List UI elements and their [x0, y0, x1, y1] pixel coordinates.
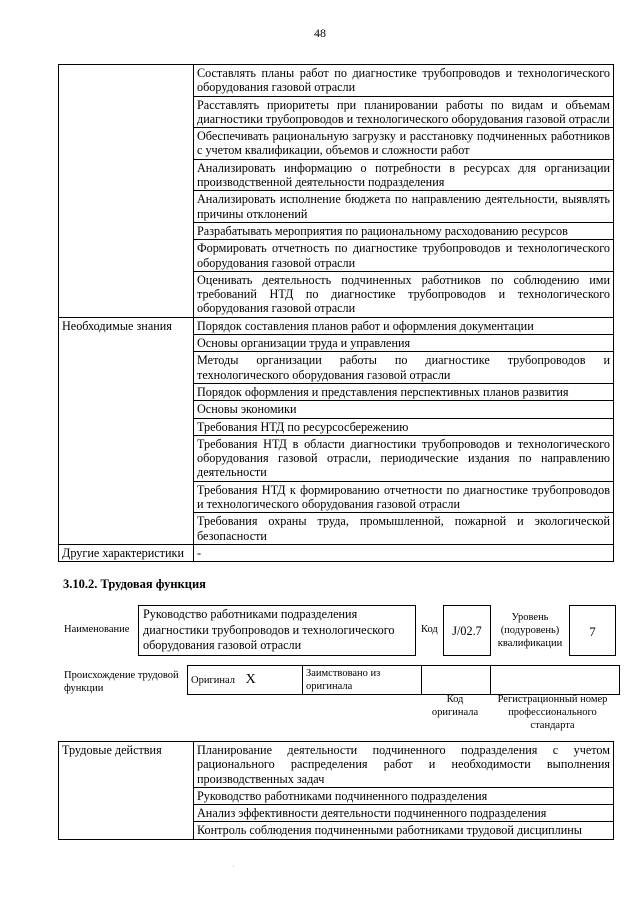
code-value: J/02.7: [443, 605, 491, 656]
row-item: Требования НТД в области диагностики трубопроводов и технологического оборудования газовой отрасли, периодические издания по направлению деятельности: [194, 435, 614, 481]
name-label: Наименование: [64, 624, 130, 635]
level-value: 7: [569, 605, 616, 656]
function-name-value: Руководство работниками подразделения диагностики трубопроводов и технологического оборудования газовой отрасли: [138, 605, 416, 656]
origin-label: Происхождение трудовой функции: [64, 670, 179, 694]
row-item: Методы организации работы по диагностике трубопроводов и технологического оборудования газовой отрасли: [194, 352, 614, 384]
table-row: [59, 544, 614, 561]
row-label: Трудовые действия: [59, 742, 194, 840]
row-label: Необходимые знания: [59, 317, 194, 544]
row-item: Основы организации труда и управления: [194, 335, 614, 352]
code-label: Код: [421, 624, 438, 635]
reg-number-cell: [491, 666, 620, 695]
row-item: Руководство работниками подчиненного подразделения: [194, 787, 614, 804]
table-row: [59, 317, 614, 334]
row-label: [59, 65, 194, 318]
row-item: Контроль соблюдения подчиненными работниками трудовой дисциплины: [194, 822, 614, 839]
row-item: Анализировать информацию о потребности в ресурсах для организации производственной деятельности подразделения: [194, 159, 614, 191]
row-item: Порядок оформления и представления перспективных планов развития: [194, 383, 614, 400]
row-label: Другие характеристики: [59, 544, 194, 561]
row-item: Расставлять приоритеты при планировании работы по видам и объемам диагностики трубопроводов и технологического оборудования газовой отрасли: [194, 96, 614, 128]
borrowed-cell: [303, 666, 422, 695]
reg-number-label: Регистрационный номер профессионального стандарта: [497, 694, 608, 731]
row-item: -: [194, 544, 614, 561]
borrowed-label: Заимствовано из оригинала: [306, 668, 381, 692]
table-row: [59, 65, 614, 97]
original-mark: X: [245, 672, 256, 687]
origin-code-label: Код оригинала: [431, 694, 479, 718]
level-label: Уровень (подуровень) квалификации: [497, 612, 563, 649]
page-number: 48: [314, 26, 326, 40]
row-item: Разрабатывать мероприятия по рациональному расходованию ресурсов: [194, 222, 614, 239]
row-item: Обеспечивать рациональную загрузку и расстановку подчиненных работников с учетом квалификации, объемов и сложности работ: [194, 128, 614, 160]
skills-knowledge-table: [58, 64, 614, 562]
section-heading: 3.10.2. Трудовая функция: [63, 577, 206, 591]
row-item: Планирование деятельности подчиненного подразделения с учетом рационального распределения работ и необходимости выполнения производственных задач: [194, 742, 614, 788]
row-item: Анализировать исполнение бюджета по направлению деятельности, выявлять причины отклонений: [194, 191, 614, 223]
scan-mark: ·: [232, 862, 235, 871]
row-item: Требования НТД к формированию отчетности по диагностике трубопроводов и технологического оборудования газовой отрасли: [194, 481, 614, 513]
table-row: [59, 742, 614, 788]
row-item: Оценивать деятельность подчиненных работников по соблюдению ими требований НТД по диагностике трубопроводов и технологического оборудования газовой отрасли: [194, 271, 614, 317]
row-item: Анализ эффективности деятельности подчиненного подразделения: [194, 805, 614, 822]
row-item: Составлять планы работ по диагностике трубопроводов и технологического оборудования газовой отрасли: [194, 65, 614, 97]
labor-actions-table: [58, 741, 614, 840]
original-label: Оригинал: [191, 675, 235, 686]
row-item: Порядок составления планов работ и оформления документации: [194, 317, 614, 334]
origin-code-cell: [422, 666, 491, 695]
row-item: Основы экономики: [194, 401, 614, 418]
origin-table: [187, 665, 620, 695]
row-item: Требования охраны труда, промышленной, пожарной и экологической безопасности: [194, 513, 614, 545]
row-item: Формировать отчетность по диагностике трубопроводов и технологического оборудования газовой отрасли: [194, 240, 614, 272]
original-cell: [188, 666, 303, 695]
row-item: Требования НТД по ресурсосбережению: [194, 418, 614, 435]
